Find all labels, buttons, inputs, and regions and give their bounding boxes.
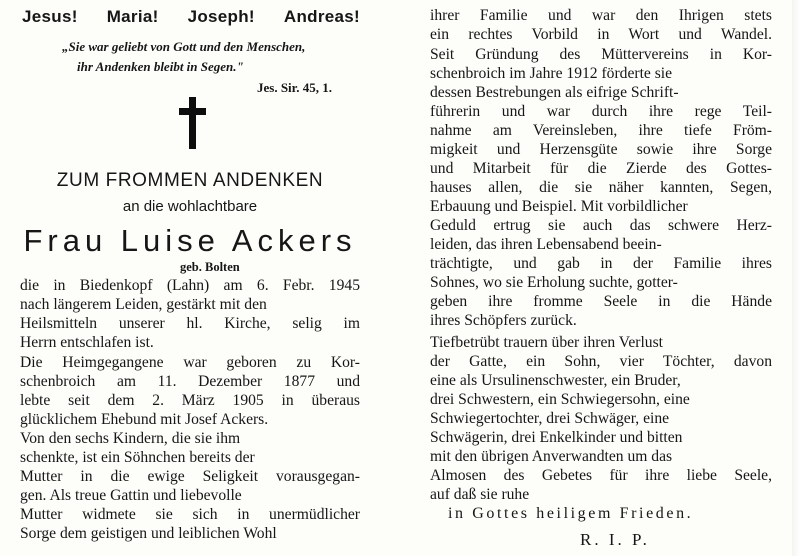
text-line: die in Biedenkopf (Lahn) am 6. Febr. 1945 — [20, 277, 360, 294]
closing-line: in Gottes heiligem Frieden. — [448, 505, 694, 522]
text-line: Sohnes, wo sie Erholung suchte, gotter- — [430, 274, 678, 291]
text-line: Seit Gründung des Müttervereins in Kor- — [430, 46, 772, 63]
text-line: schenbroich am 11. Dezember 1877 und — [20, 373, 360, 390]
text-line: der Gatte, ein Sohn, vier Töchter, davon — [430, 353, 772, 370]
text-line: Schwiegertochter, drei Schwäger, eine — [430, 410, 670, 427]
text-line: mit den übrigen Anverwandten um das — [430, 448, 673, 465]
text-line: Schwägerin, drei Enkelkinder und bitten — [430, 429, 683, 446]
invocation-line — [22, 8, 360, 25]
text-line: Heilsmitteln unserer hl. Kirche, selig im — [20, 315, 360, 332]
text-line: Mutter widmete sie sich in unermüdlicher — [20, 506, 360, 523]
text-line: schenbroich im Jahre 1912 förderte sie — [430, 65, 673, 82]
latin-cross-icon — [179, 97, 206, 149]
bible-quote-line: ihr Andenken bleibt in Segen." — [77, 59, 244, 74]
text-line: schenkte, ist ein Söhnchen bereits der — [20, 449, 255, 466]
text-line: Die Heimgegangene war geboren zu Kor- — [20, 354, 360, 371]
invocation-word: Jesus! — [22, 7, 78, 26]
invocation-word: Maria! — [106, 7, 159, 26]
invocation-word: Joseph! — [187, 7, 255, 26]
text-line: nahme am Vereinsleben, ihre tiefe Fröm- — [430, 122, 772, 139]
text-line: lebte seit dem 2. März 1905 in überaus — [20, 392, 360, 409]
text-line: trächtigte, und gab in der Familie ihres — [430, 255, 772, 272]
text-line: dessen Bestrebungen als eifrige Schrift- — [430, 84, 679, 101]
text-line: nach längerem Leiden, gestärkt mit den — [20, 296, 267, 313]
bible-quote-line: „Sie war geliebt von Gott und den Menschen, — [62, 39, 306, 54]
text-line: geben ihre fromme Seele in die Hände — [430, 293, 772, 310]
text-line: leiden, das ihren Lebensabend beein- — [430, 236, 662, 253]
memorial-subheading: an die wohlachtbare — [122, 198, 258, 215]
invocation-word: Andreas! — [283, 7, 360, 26]
text-line: Mutter in die ewige Seligkeit vorausgegan- — [20, 468, 360, 485]
birth-name: geb. Bolten — [180, 260, 240, 274]
deceased-name: Frau Luise Ackers — [23, 223, 357, 258]
text-line: glücklichem Ehebund mit Josef Ackers. — [20, 411, 269, 428]
text-line: auf daß sie ruhe — [430, 486, 530, 503]
bible-reference: Jes. Sir. 45, 1. — [257, 80, 332, 95]
text-line: ihrer Familie und war den Ihrigen stets — [430, 7, 772, 24]
memorial-heading: ZUM FROMMEN ANDENKEN — [56, 170, 324, 191]
text-line: Geduld ertrug sie auch das schwere Herz- — [430, 217, 772, 234]
text-line: führerin und war durch ihre rege Teil- — [430, 103, 772, 120]
text-line: Tiefbetrübt trauern über ihren Verlust — [430, 334, 663, 351]
text-line: und Mitarbeit für die Zierde des Gottes- — [430, 160, 772, 177]
text-line: Almosen des Gebetes für ihre liebe Seele, — [430, 467, 772, 484]
text-line: Erbauung und Beispiel. Mit vorbildlicher — [430, 198, 688, 215]
text-line: eine als Ursulinenschwester, ein Bruder, — [430, 372, 681, 389]
text-line: Herrn entschlafen ist. — [20, 334, 154, 351]
text-line: ein rechtes Vorbild in Wort und Wandel. — [430, 26, 772, 43]
text-line: migkeit und Herzensgüte sowie ihre Sorge — [430, 141, 772, 158]
text-line: Von den sechs Kindern, die sie ihm — [20, 430, 241, 447]
text-line: hauses allen, die sie näher kannten, Segen, — [430, 179, 772, 196]
text-line: drei Schwestern, ein Schwiegersohn, eine — [430, 391, 690, 408]
rip-line: R. I. P. — [580, 530, 650, 549]
text-line: gen. Als treue Gattin und liebevolle — [20, 487, 242, 504]
text-line: ihres Schöpfers zurück. — [430, 312, 577, 329]
text-line: Sorge dem geistigen und leiblichen Wohl — [20, 525, 277, 542]
card-edge — [792, 0, 800, 556]
